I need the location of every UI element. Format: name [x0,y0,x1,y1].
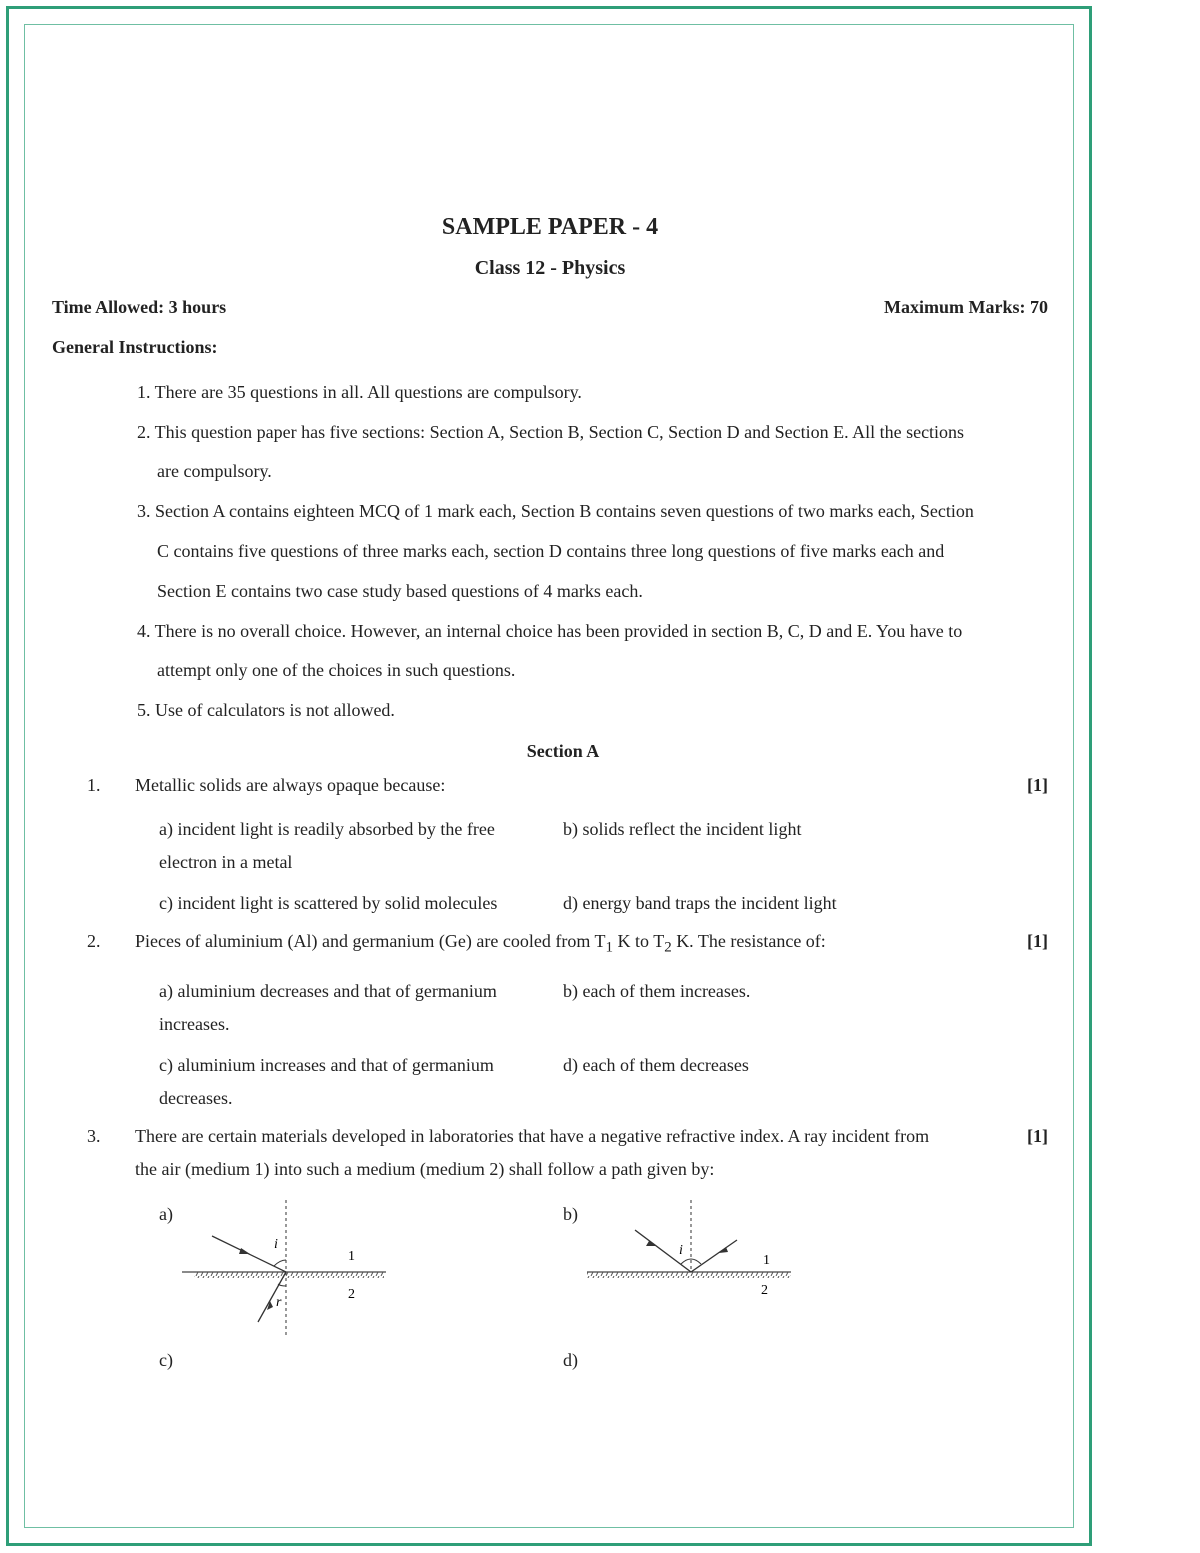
question-2-option-d: d) each of them decreases [563,1055,749,1075]
section-a-heading: Section A [526,741,600,761]
question-3-number: 3. [87,1126,101,1146]
refracted-ray-a [258,1272,286,1322]
question-3-marks: [1] [1027,1126,1048,1146]
reflected-ray-b [691,1240,737,1272]
angle-i-label-a: i [274,1237,278,1252]
question-2-option-a: a) aluminium decreases and that of germanium increases. [159,981,497,1034]
medium-2-label-b: 2 [761,1283,768,1298]
question-2-number: 2. [87,931,101,951]
medium-2-label-a: 2 [348,1287,355,1302]
maximum-marks: Maximum Marks: 70 [884,297,1048,317]
question-1-option-a: a) incident light is readily absorbed by the free electron in a metal [159,819,495,872]
instruction-4-cont: attempt only one of the choices in such questions. [157,660,516,680]
instruction-4: 4. There is no overall choice. However, an internal choice has been provided in section B, C, D and E. You have to [137,621,963,641]
question-3-text-line2: the air (medium 1) into such a medium (medium 2) shall follow a path given by: [135,1159,715,1179]
surface-hatch-a [194,1272,384,1278]
question-1-option-d: d) energy band traps the incident light [563,893,837,913]
angle-arc-i-a [274,1260,286,1266]
question-3-option-b: b) [563,1204,578,1224]
time-allowed: Time Allowed: 3 hours [52,297,227,317]
angle-arc-r-a [278,1284,286,1286]
angle-r-label-a: r [276,1295,282,1310]
angle-i-label-b: i [679,1243,683,1258]
paper-subtitle: Class 12 - Physics [474,257,626,279]
question-2-option-b: b) each of them increases. [563,981,751,1001]
instruction-2: 2. This question paper has five sections: Section A, Section B, Section C, Section D and Section E. All the sections [137,422,965,442]
instruction-2-cont: are compulsory. [157,461,272,481]
diagram-option-b [585,1198,795,1308]
surface-hatch-b [587,1272,791,1278]
question-3-option-a: a) [159,1204,173,1224]
instruction-1: 1. There are 35 questions in all. All questions are compulsory. [137,382,582,402]
question-3-option-d: d) [563,1350,578,1370]
medium-1-label-a: 1 [348,1249,355,1264]
question-1-option-c: c) incident light is scattered by solid molecules [159,893,498,913]
question-1-text: Metallic solids are always opaque because: [135,775,446,795]
instructions-heading: General Instructions: [52,337,218,357]
medium-1-label-b: 1 [763,1253,770,1268]
question-2-option-c: c) aluminium increases and that of germanium decreases. [159,1055,494,1108]
incident-arrow-a [239,1248,250,1254]
instruction-3-cont-1: C contains five questions of three marks each, section D contains three long questions of five marks each and [157,541,945,561]
instruction-5: 5. Use of calculators is not allowed. [137,700,395,720]
instruction-3: 3. Section A contains eighteen MCQ of 1 mark each, Section B contains seven questions of two marks each, Section [137,501,974,521]
question-2-marks: [1] [1027,931,1048,951]
question-3-text-line1: There are certain materials developed in laboratories that have a negative refractive index. A ray incident from [135,1126,930,1146]
question-2-text: Pieces of aluminium (Al) and germanium (Ge) are cooled from $T_1$ K to $T_2$ K. The resistance of: [135,931,826,956]
question-1-number: 1. [87,775,101,795]
question-3-option-c: c) [159,1350,173,1370]
instruction-3-cont-2: Section E contains two case study based questions of 4 marks each. [157,581,643,601]
diagram-option-a [180,1198,390,1338]
question-1-marks: [1] [1027,775,1048,795]
question-1-option-b: b) solids reflect the incident light [563,819,802,839]
paper-title: SAMPLE PAPER - 4 [441,214,659,240]
